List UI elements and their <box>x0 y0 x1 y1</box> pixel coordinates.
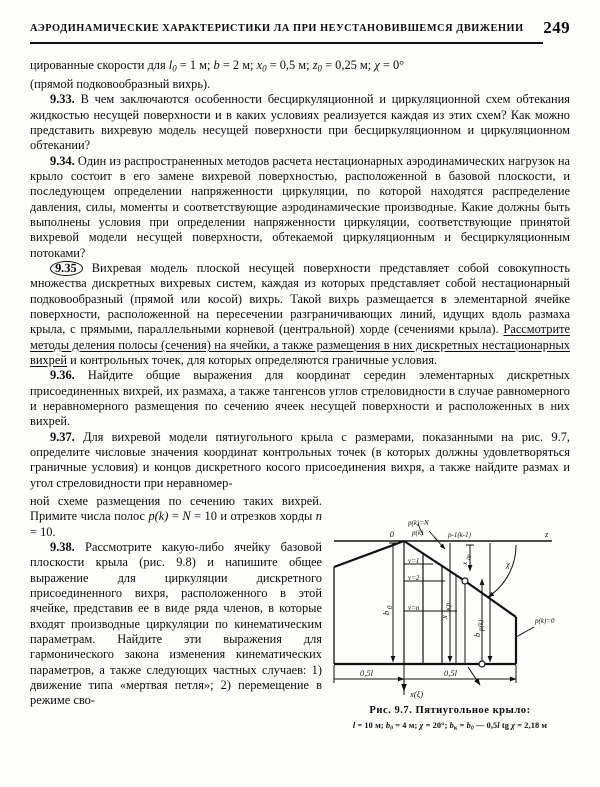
paragraph-9-36 <box>30 368 570 429</box>
cap-b0b: b <box>466 721 471 730</box>
running-head <box>30 18 570 44</box>
pentagonal-wing-diagram <box>330 519 570 704</box>
cap-bk-eq2: — 0,5 <box>473 721 498 730</box>
problem-number-9-37: 9.37. <box>50 429 75 444</box>
var-x0-sub: 0 <box>262 63 267 74</box>
cont-eq5: = 0° <box>379 58 405 72</box>
var-chi: χ <box>374 58 380 72</box>
var-N: N <box>182 509 191 524</box>
label-nu-2: ν=2 <box>408 574 420 582</box>
cap-bk-eq: = <box>457 721 467 730</box>
label-pk-N: p(k)=N <box>408 519 429 527</box>
wrapped-region <box>30 494 570 769</box>
problem-text-9-33: В чем заключаются особенности бесциркуляционной и циркуляционной схем обтекания жидкостью несущей поверхности и в каких условиях реализуется каждая из этих схем? Как можно представить вихревую модель несущей поверхности при бесциркуляционном и циркуляционном обтекании? <box>30 92 570 153</box>
paragraph-9-33 <box>30 92 570 153</box>
paragraph-continuation <box>30 58 570 92</box>
figure-9-7 <box>330 519 570 769</box>
cap-b0-sub: 0 <box>390 725 394 732</box>
problem-text-9-35-part1: Вихревая модель плоской несущей поверхности представляет собой совокупность множества дискретных вихревых систем, каждая из которых представляет собой нестационарный подковообразный (прямой или косой) вихрь. Такой вихрь размещается в элементарной ячейке поверхности, расположенной на пересечении разграничивающих линий, идущих вдоль размаха крыла, с прямыми, параллельными корневой (центральной) хорде (сечениями крыла). <box>30 260 570 337</box>
cap-l-eq: = 10 м; <box>355 721 386 730</box>
problem-number-9-34: 9.34. <box>50 153 75 168</box>
var-b: b <box>213 58 220 72</box>
cap-b0b-sub: 0 <box>470 725 474 732</box>
label-half-l-right: 0,5l <box>444 668 457 678</box>
label-x-ap: x <box>461 561 469 565</box>
problem-text-9-37-c: отрезков хорды <box>230 509 316 524</box>
problem-text-9-38: Рассмотрите какую-либо ячейку базовой плоскости крыла (рис. 9.8) и напишите общее выражение для циркуляции дискретного присоединенного вихря, расположенного в этой ячейке, представив ее в виде ряда членов, в которые входят производные циркуляции по кинематическим параметрам. Найдите эти выражения для гармонического закона изменения кинематических параметров, а также следующих частных случаев: 1) движение типа «мертвая петля»; 2) перемещение в режиме сво- <box>30 540 322 708</box>
cont-eq2: = 2 м; <box>219 58 257 72</box>
problem-text-9-35-part2: и контрольных точек, для которых определяются граничные условия. <box>67 353 438 368</box>
sweep-angle-arc <box>488 545 516 597</box>
label-b0-group <box>381 605 394 615</box>
cap-chi: χ <box>419 721 424 730</box>
cap-chi-eq: = 20°; <box>423 721 450 730</box>
cap-bk-sub: к <box>453 725 458 732</box>
cap-b0: b <box>385 721 391 730</box>
problem-number-9-35-circled: 9.35 <box>50 261 83 276</box>
label-b-pk: b <box>472 632 482 637</box>
cont-eq4: = 0,25 м; <box>321 58 375 72</box>
label-z-axis: z <box>545 529 549 539</box>
cont-eq3: = 0,5 м; <box>266 58 313 72</box>
problem-number-9-33: 9.33. <box>50 92 75 107</box>
problem-number-9-36: 9.36. <box>50 368 75 383</box>
cont-eq1: = 1 м; <box>176 58 214 72</box>
var-n: n <box>315 509 322 524</box>
label-b-pk-sub: p(k) <box>477 619 485 631</box>
problem-text-9-37-b: ной схеме размещения по сечению таких вихрей. Примите числа полос <box>30 494 322 524</box>
var-z0: z <box>312 58 318 72</box>
oblique-vortex-arrow <box>468 667 480 685</box>
label-nu-1: ν=1 <box>408 557 420 565</box>
paragraph-9-37-cont <box>30 494 322 540</box>
label-x-kp: x <box>439 615 449 619</box>
cap-chi2: χ <box>511 721 516 730</box>
cap-result: = 2,18 м <box>515 721 548 730</box>
label-b0: b <box>381 610 391 615</box>
cap-bk: b <box>449 721 454 730</box>
wrapped-text-column <box>30 494 322 709</box>
label-half-l-left: 0,5l <box>360 668 373 678</box>
paragraph-9-34 <box>30 154 570 261</box>
figure-caption: Рис. 9.7. Пятиугольное крыло: <box>369 705 531 716</box>
var-pk: p(k) <box>148 509 169 524</box>
cap-l2: l <box>497 721 500 730</box>
pk-zero-leader <box>516 627 534 637</box>
var-x0: x <box>256 58 263 72</box>
label-x-ap-sub: др <box>466 554 472 560</box>
label-chi-angle: χ <box>506 559 510 569</box>
label-pk-zero: p(k)=0 <box>535 617 555 625</box>
label-x-kp-sub: жр <box>444 602 452 613</box>
page-number: 249 <box>543 18 570 37</box>
label-p1k1: p-1(k-1) <box>448 531 471 539</box>
conj-and: и <box>216 509 231 524</box>
label-origin: 0 <box>389 529 394 539</box>
cont-pre: цированные скорости для <box>30 58 169 72</box>
label-b-pk-group <box>472 619 485 637</box>
var-z0-sub: 0 <box>317 63 322 74</box>
header-rule <box>30 42 543 44</box>
problem-number-9-38: 9.38. <box>50 540 75 555</box>
cont-line2: (прямой подковообразный вихрь). <box>30 76 211 91</box>
label-b0-sub: 0 <box>386 605 394 609</box>
cap-tg: tg <box>499 721 512 730</box>
b0-dimension <box>389 543 397 662</box>
label-pk: p(k) <box>412 529 424 537</box>
problem-text-9-37-a: Для вихревой модели пятиугольного крыла с размерами, показанными на рис. 9.7, определите числовые значения координат контрольных точек (в которых должны удовлетворяться граничные условия) и концов дискретного косого присоединения вихря, а также найдите размах и угол стреловидности при неравномер- <box>30 429 570 490</box>
paragraph-9-35 <box>30 261 570 368</box>
figure-subcaption <box>310 721 590 732</box>
eq-c: = 10. <box>30 524 56 539</box>
running-head-title: АЭРОДИНАМИЧЕСКИЕ ХАРАКТЕРИСТИКИ ЛА ПРИ НЕУСТАНОВИВШЕМСЯ ДВИЖЕНИИ <box>30 23 524 34</box>
var-l0: l <box>168 58 173 72</box>
label-x-xi: x(ξ) <box>410 689 424 699</box>
label-nu-n: ν=n <box>408 604 420 612</box>
wing-outline <box>334 541 516 664</box>
problem-text-9-35-underlined: Рассмотрите методы деления полосы (сечения) на ячейки, а также размещения в них дискретных нестационарных вихрей <box>30 322 570 368</box>
eq-a: = <box>168 509 183 524</box>
paragraph-9-38 <box>30 540 322 709</box>
problem-text-9-34: Один из распространенных методов расчета нестационарных аэродинамических нагрузок на крыло состоит в его замене вихревой поверхностью, расположенной в базовой плоскости, и последующем определении напряженности циркуляции, по которой находятся распределение давления, силы, моменты и соответствующие аэродинамические производные. Какие должны быть выполнены условия при определении напряженности циркуляции, соответствующие принятой вихревой модели несущей поверхности, обтекаемой циркуляционным и бесциркуляционным потоками? <box>30 153 570 260</box>
var-l0-sub: 0 <box>172 63 177 74</box>
eq-b: = 10 <box>190 509 217 524</box>
paragraph-9-37-head <box>30 430 570 491</box>
cap-l: l <box>352 721 356 730</box>
cap-b0-eq: = 4 м; <box>393 721 420 730</box>
body-text-column <box>30 58 570 491</box>
problem-text-9-36: Найдите общие выражения для координат середин элементарных дискретных присоединенных вихрей, их размаха, а также тангенсов углов стреловидности в случае равномерного и неравномерного размещения по сечению ячеек несущей поверхности и расположенных в них вихрей. <box>30 368 570 429</box>
